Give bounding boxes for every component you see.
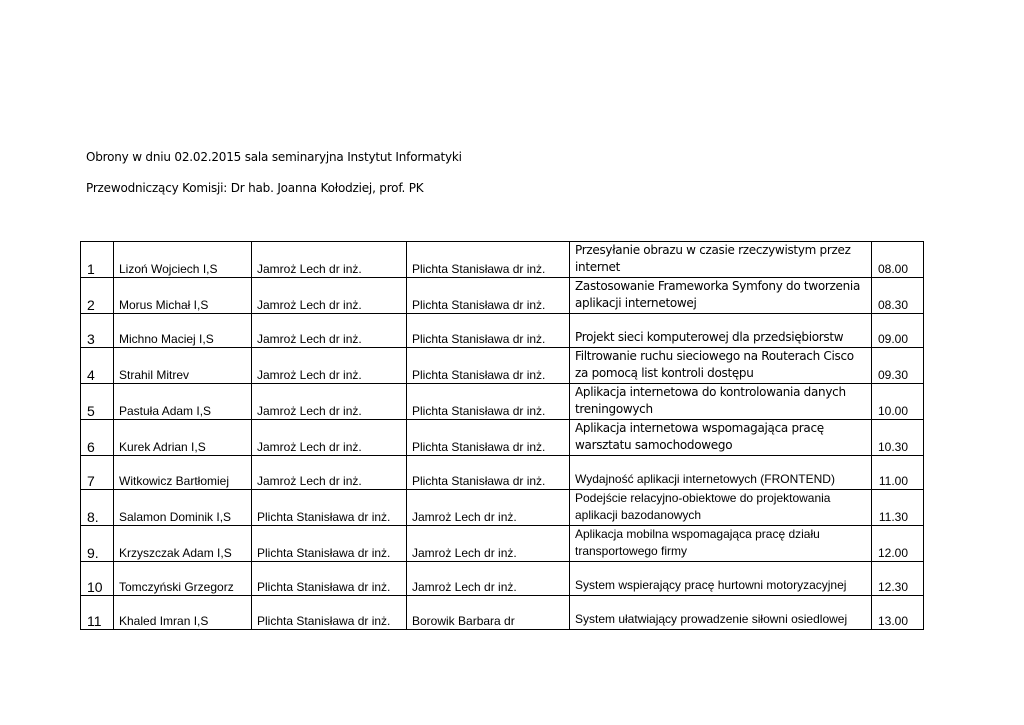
- reviewer-name: Jamroż Lech dr inż.: [407, 526, 570, 562]
- reviewer-name: Plichta Stanisława dr inż.: [407, 242, 570, 278]
- table-row: [81, 420, 924, 456]
- supervisor-name: Plichta Stanisława dr inż.: [252, 490, 407, 526]
- defense-number: 1: [81, 242, 114, 278]
- table-row: [81, 490, 924, 526]
- defense-number: 10: [81, 562, 114, 596]
- table-row: [81, 596, 924, 630]
- student-name: Strahil Mitrev: [114, 348, 252, 384]
- student-name: Salamon Dominik I,S: [114, 490, 252, 526]
- defense-number: 9.: [81, 526, 114, 562]
- table-row: [81, 278, 924, 314]
- reviewer-name: Plichta Stanisława dr inż.: [407, 278, 570, 314]
- supervisor-name: Jamroż Lech dr inż.: [252, 314, 407, 348]
- defense-time: 12.30: [872, 562, 924, 596]
- thesis-topic: Aplikacja internetowa wspomagająca pracę warsztatu samochodowego: [570, 420, 872, 456]
- defense-number: 5: [81, 384, 114, 420]
- reviewer-name: Plichta Stanisława dr inż.: [407, 420, 570, 456]
- table-row: [81, 384, 924, 420]
- defense-time: 11.30: [872, 490, 924, 526]
- reviewer-name: Plichta Stanisława dr inż.: [407, 348, 570, 384]
- supervisor-name: Jamroż Lech dr inż.: [252, 348, 407, 384]
- defense-schedule-table: [80, 241, 924, 630]
- thesis-topic: Aplikacja internetowa do kontrolowania danych treningowych: [570, 384, 872, 420]
- supervisor-name: Jamroż Lech dr inż.: [252, 420, 407, 456]
- reviewer-name: Plichta Stanisława dr inż.: [407, 314, 570, 348]
- table-row: [81, 348, 924, 384]
- defense-time: 10.30: [872, 420, 924, 456]
- thesis-topic: Przesyłanie obrazu w czasie rzeczywistym przez internet: [570, 242, 872, 278]
- defense-number: 7: [81, 456, 114, 490]
- schedule-title: Obrony w dniu 02.02.2015 sala seminaryjna Instytut Informatyki: [86, 150, 462, 164]
- thesis-topic: System wspierający pracę hurtowni motoryzacyjnej: [570, 562, 872, 596]
- defense-number: 4: [81, 348, 114, 384]
- student-name: Witkowicz Bartłomiej: [114, 456, 252, 490]
- defense-time: 12.00: [872, 526, 924, 562]
- thesis-topic: Zastosowanie Frameworka Symfony do tworzenia aplikacji internetowej: [570, 278, 872, 314]
- reviewer-name: Plichta Stanisława dr inż.: [407, 384, 570, 420]
- student-name: Michno Maciej I,S: [114, 314, 252, 348]
- defense-time: 09.30: [872, 348, 924, 384]
- reviewer-name: Borowik Barbara dr: [407, 596, 570, 630]
- student-name: Lizoń Wojciech I,S: [114, 242, 252, 278]
- defense-number: 2: [81, 278, 114, 314]
- defense-time: 08.00: [872, 242, 924, 278]
- table-row: [81, 242, 924, 278]
- reviewer-name: Plichta Stanisława dr inż.: [407, 456, 570, 490]
- defense-time: 08.30: [872, 278, 924, 314]
- supervisor-name: Jamroż Lech dr inż.: [252, 456, 407, 490]
- student-name: Krzyszczak Adam I,S: [114, 526, 252, 562]
- student-name: Tomczyński Grzegorz: [114, 562, 252, 596]
- student-name: Pastuła Adam I,S: [114, 384, 252, 420]
- supervisor-name: Jamroż Lech dr inż.: [252, 242, 407, 278]
- student-name: Kurek Adrian I,S: [114, 420, 252, 456]
- defense-time: 10.00: [872, 384, 924, 420]
- thesis-topic: Aplikacja mobilna wspomagająca pracę działu transportowego firmy: [570, 526, 872, 562]
- defense-number: 3: [81, 314, 114, 348]
- student-name: Khaled Imran I,S: [114, 596, 252, 630]
- defense-number: 8.: [81, 490, 114, 526]
- defense-number: 6: [81, 420, 114, 456]
- thesis-topic: Projekt sieci komputerowej dla przedsiębiorstw: [570, 314, 872, 348]
- defense-time: 09.00: [872, 314, 924, 348]
- defense-number: 11: [81, 596, 114, 630]
- supervisor-name: Plichta Stanisława dr inż.: [252, 596, 407, 630]
- defense-time: 11.00: [872, 456, 924, 490]
- defense-time: 13.00: [872, 596, 924, 630]
- committee-chair: Przewodniczący Komisji: Dr hab. Joanna Kołodziej, prof. PK: [86, 181, 424, 195]
- supervisor-name: Plichta Stanisława dr inż.: [252, 526, 407, 562]
- thesis-topic: Podejście relacyjno-obiektowe do projektowania aplikacji bazodanowych: [570, 490, 872, 526]
- reviewer-name: Jamroż Lech dr inż.: [407, 562, 570, 596]
- reviewer-name: Jamroż Lech dr inż.: [407, 490, 570, 526]
- table-row: [81, 456, 924, 490]
- thesis-topic: Wydajność aplikacji internetowych (FRONTEND): [570, 456, 872, 490]
- table-row: [81, 314, 924, 348]
- table-row: [81, 526, 924, 562]
- supervisor-name: Jamroż Lech dr inż.: [252, 384, 407, 420]
- supervisor-name: Jamroż Lech dr inż.: [252, 278, 407, 314]
- thesis-topic: Filtrowanie ruchu sieciowego na Routerach Cisco za pomocą list kontroli dostępu: [570, 348, 872, 384]
- supervisor-name: Plichta Stanisława dr inż.: [252, 562, 407, 596]
- table-row: [81, 562, 924, 596]
- thesis-topic: System ułatwiający prowadzenie siłowni osiedlowej: [570, 596, 872, 630]
- student-name: Morus Michał I,S: [114, 278, 252, 314]
